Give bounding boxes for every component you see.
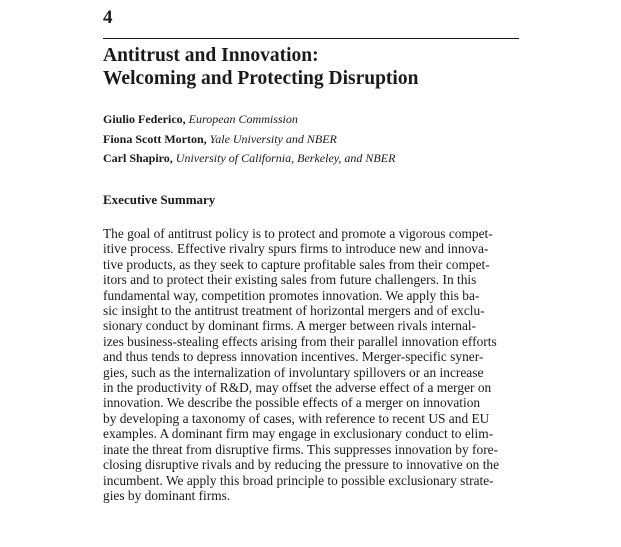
- summary-line: examples. A dominant firm may engage in exclusionary conduct to elim-: [103, 426, 494, 442]
- summary-line: itors and to protect their existing sales from future challengers. In this: [103, 272, 477, 288]
- summary-line: sic insight to the antitrust treatment of horizontal mergers and of exclu-: [103, 303, 485, 319]
- author-entry: [103, 149, 523, 169]
- summary-line: closing disruptive rivals and by reducing the pressure to innovative on the: [103, 457, 500, 473]
- author-entry: [103, 110, 523, 130]
- author-affiliation: University of California, Berkeley, and NBER: [175, 151, 396, 165]
- summary-line: sionary conduct by dominant firms. A merger between rivals internal-: [103, 318, 477, 334]
- summary-line: The goal of antitrust policy is to protect and promote a vigorous compet-: [103, 226, 493, 241]
- author-name: Giulio Federico,: [103, 112, 186, 126]
- summary-line: in the productivity of R&D, may offset the adverse effect of a merger on: [103, 380, 492, 396]
- chapter-title: [103, 44, 523, 90]
- summary-line: tive products, as they seek to capture profitable sales from their compet-: [103, 256, 490, 272]
- author-name: Carl Shapiro,: [103, 151, 173, 165]
- summary-line: gies by dominant firms.: [103, 487, 231, 503]
- summary-line: inate the threat from disruptive firms. This suppresses innovation by fore-: [103, 441, 499, 457]
- summary-line: gies, such as the internalization of involuntary spillovers or an increase: [103, 364, 484, 380]
- chapter-rule: [103, 38, 519, 39]
- summary-line: izes business-stealing effects arising from their parallel innovation efforts: [103, 333, 497, 349]
- summary-line: and thus tends to depress innovation incentives. Merger-specific syner-: [103, 349, 484, 365]
- author-name: Fiona Scott Morton,: [103, 131, 207, 146]
- author-affiliation: Yale University and NBER: [209, 131, 337, 146]
- chapter-number: 4: [103, 7, 113, 28]
- author-affiliation: European Commission: [188, 112, 298, 126]
- author-list: [103, 110, 523, 169]
- chapter-title-line-1: Antitrust and Innovation:: [103, 45, 319, 66]
- summary-line: innovation. We describe the possible effects of a merger on innovation: [103, 395, 481, 411]
- summary-line: incumbent. We apply this broad principle to possible exclusionary strate-: [103, 472, 494, 488]
- executive-summary-paragraph: [103, 226, 523, 503]
- summary-line: itive process. Effective rivalry spurs firms to introduce new and innova-: [103, 241, 489, 257]
- author-entry: [103, 130, 523, 150]
- section-heading: Executive Summary: [103, 192, 216, 207]
- chapter-title-line-2: Welcoming and Protecting Disruption: [103, 68, 419, 89]
- summary-line: fundamental way, competition promotes innovation. We apply this ba-: [103, 287, 480, 303]
- summary-line: by developing a taxonomy of cases, with reference to recent US and EU: [103, 410, 490, 426]
